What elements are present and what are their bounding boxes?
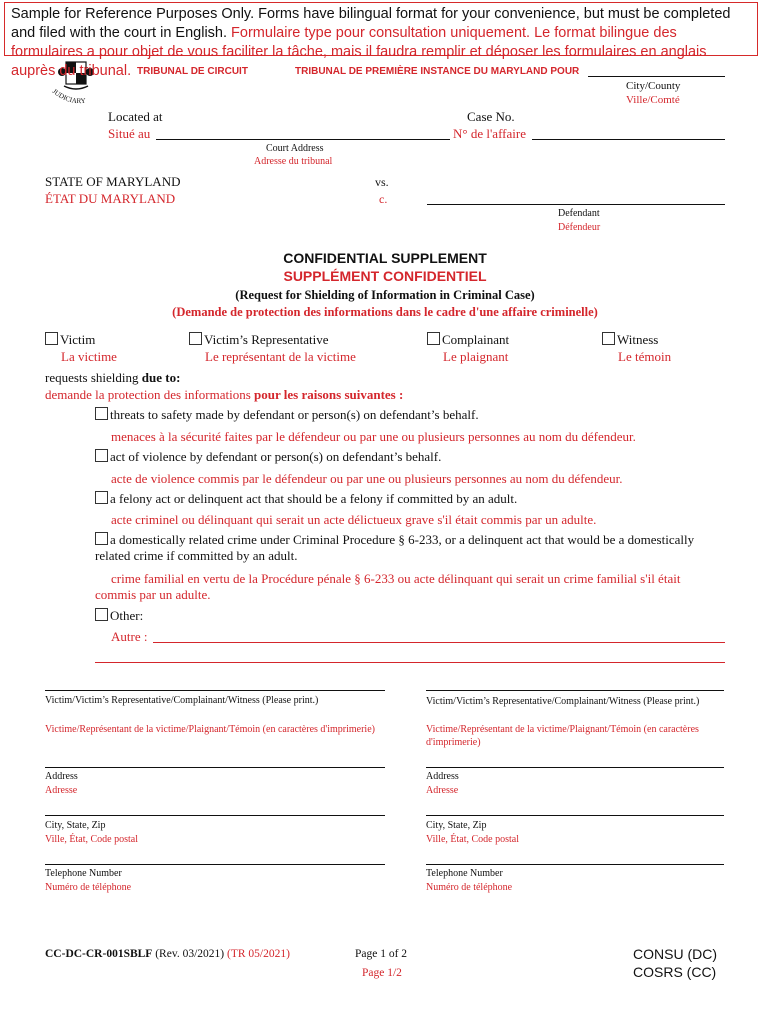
form-number: CC-DC-CR-001SBLF (Rev. 03/2021) (TR 05/2021) [45, 948, 290, 960]
role-complainant[interactable] [427, 332, 509, 348]
case-no-label: Case No. [467, 109, 515, 124]
witness-checkbox[interactable] [602, 332, 615, 345]
role-victim[interactable] [45, 332, 95, 348]
city-county-label-fr: Ville/Comté [626, 94, 680, 106]
phone-label-right-fr: Numéro de téléphone [426, 882, 513, 893]
city-field-left[interactable] [45, 815, 385, 816]
banner-french: Formulaire type pour consultation uniquement. Le format bilingue des formulaires a pour objet de vous faciliter la tâche, mais il faudra remplir et déposer les formulaires en anglais auprès du tribunal. [11, 25, 707, 79]
case-no-label-fr: N° de l'affaire [453, 126, 526, 141]
form-code-dc: CONSU (DC) [633, 946, 717, 962]
court-address-field[interactable] [156, 139, 450, 140]
name-label-left-fr: Victime/Représentant de la victime/Plaignant/Témoin (en caractères d'imprimerie) [45, 724, 375, 735]
vs-label-fr: c. [379, 192, 388, 206]
address-field-left[interactable] [45, 767, 385, 768]
city-county-field[interactable] [588, 76, 725, 77]
name-field-right[interactable] [426, 690, 724, 691]
role-representative-label-fr: Le représentant de la victime [205, 349, 356, 364]
role-witness[interactable] [602, 332, 658, 348]
role-victim-label: Victim [60, 332, 96, 347]
threats-checkbox[interactable] [95, 407, 108, 420]
reason-felony-fr: acte criminel ou délinquant qui serait un acte délictueux grave s'il était commis par un adulte. [111, 512, 597, 527]
district-court-fr: TRIBUNAL DE PREMIÈRE INSTANCE DU MARYLAND POUR [295, 66, 580, 77]
page-number-fr: Page 1/2 [362, 967, 402, 979]
state-label: STATE OF MARYLAND [45, 174, 181, 189]
address-label-left: Address [45, 771, 78, 782]
page-number: Page 1 of 2 [355, 948, 408, 960]
role-victim-label-fr: La victime [61, 349, 117, 364]
circuit-court-fr: TRIBUNAL DE CIRCUIT [137, 66, 248, 77]
reason-domestic-fr: crime familial en vertu de la Procédure pénale § 6-233 ou acte délinquant qui serait un crime familial s'il était commis par un adulte. [95, 571, 681, 602]
city-county-label: City/County [626, 80, 681, 92]
court-address-label: Court Address [266, 143, 324, 154]
reason-felony[interactable]: a felony act or delinquent act that should be a felony if committed by an adult. [95, 491, 517, 507]
court-address-label-fr: Adresse du tribunal [254, 156, 333, 167]
located-at-label-fr: Situé au [108, 126, 151, 141]
reason-violence-fr: acte de violence commis par le défendeur ou par une ou plusieurs personnes au nom du défendeur. [111, 471, 623, 486]
address-label-right-fr: Adresse [426, 785, 459, 796]
vs-label: vs. [375, 175, 389, 189]
violence-checkbox[interactable] [95, 449, 108, 462]
svg-text:JUDICIARY [51, 87, 86, 105]
city-label-left: City, State, Zip [45, 820, 106, 831]
phone-label-left: Telephone Number [45, 868, 122, 879]
felony-checkbox[interactable] [95, 491, 108, 504]
defendant-field[interactable] [427, 204, 725, 205]
case-no-field[interactable] [532, 139, 725, 140]
address-label-left-fr: Adresse [45, 785, 78, 796]
complainant-checkbox[interactable] [427, 332, 440, 345]
city-field-right[interactable] [426, 815, 724, 816]
request-text: requests shielding due to: [45, 370, 181, 385]
other-checkbox[interactable] [95, 608, 108, 621]
representative-checkbox[interactable] [189, 332, 202, 345]
other-label-fr: Autre : [111, 629, 148, 644]
address-label-right: Address [426, 771, 459, 782]
form-title: CONFIDENTIAL SUPPLEMENT [283, 250, 487, 266]
name-label-right-fr: Victime/Représentant de la victime/Plaignant/Témoin (en caractères d'imprimerie) [426, 724, 699, 748]
form-code-cc: COSRS (CC) [633, 964, 717, 980]
banner-english: Sample for Reference Purposes Only. Forms have bilingual format for your convenience, but must be completed and filed with the court in English. [11, 6, 731, 41]
name-label-left: Victim/Victim’s Representative/Complainant/Witness (Please print.) [45, 695, 319, 706]
other-field-line2[interactable] [95, 662, 725, 663]
reason-violence[interactable]: act of violence by defendant or person(s) on defendant’s behalf. [95, 449, 441, 465]
victim-checkbox[interactable] [45, 332, 58, 345]
reason-other[interactable]: Other: [95, 608, 143, 624]
city-label-right-fr: Ville, État, Code postal [426, 834, 519, 845]
state-label-fr: ÉTAT DU MARYLAND [45, 191, 176, 206]
role-witness-label: Witness [617, 332, 659, 347]
role-witness-label-fr: Le témoin [618, 349, 672, 364]
phone-label-left-fr: Numéro de téléphone [45, 882, 132, 893]
phone-label-right: Telephone Number [426, 868, 503, 879]
name-field-left[interactable] [45, 690, 385, 691]
other-field-line1[interactable] [153, 642, 725, 643]
role-representative-label: Victim’s Representative [204, 332, 329, 347]
reason-domestic[interactable]: a domestically related crime under Criminal Procedure § 6-233, or a delinquent act that would be a domestically related crime if committed by an adult. [95, 532, 695, 563]
form-title-fr: SUPPLÉMENT CONFIDENTIEL [283, 268, 487, 284]
defendant-label: Defendant [558, 208, 600, 219]
role-complainant-label: Complainant [442, 332, 510, 347]
address-field-right[interactable] [426, 767, 724, 768]
form-subtitle: (Request for Shielding of Information in Criminal Case) [235, 288, 535, 302]
role-representative[interactable] [189, 332, 329, 348]
name-label-right: Victim/Victim’s Representative/Complainant/Witness (Please print.) [426, 696, 700, 707]
reason-threats-fr: menaces à la sécurité faites par le défendeur ou par une ou plusieurs personnes au nom du défendeur. [111, 429, 636, 444]
request-text-fr: demande la protection des informations pour les raisons suivantes : [45, 387, 404, 402]
role-complainant-label-fr: Le plaignant [443, 349, 509, 364]
phone-field-right[interactable] [426, 864, 724, 865]
domestic-checkbox[interactable] [95, 532, 108, 545]
seal-text: JUDICIARY [50, 87, 87, 106]
defendant-label-fr: Défendeur [558, 222, 601, 233]
form-subtitle-fr: (Demande de protection des informations dans le cadre d'une affaire criminelle) [172, 305, 598, 319]
city-label-left-fr: Ville, État, Code postal [45, 834, 138, 845]
located-at-label: Located at [108, 109, 163, 124]
phone-field-left[interactable] [45, 864, 385, 865]
reason-threats[interactable]: threats to safety made by defendant or person(s) on defendant’s behalf. [95, 407, 479, 423]
city-label-right: City, State, Zip [426, 820, 487, 831]
